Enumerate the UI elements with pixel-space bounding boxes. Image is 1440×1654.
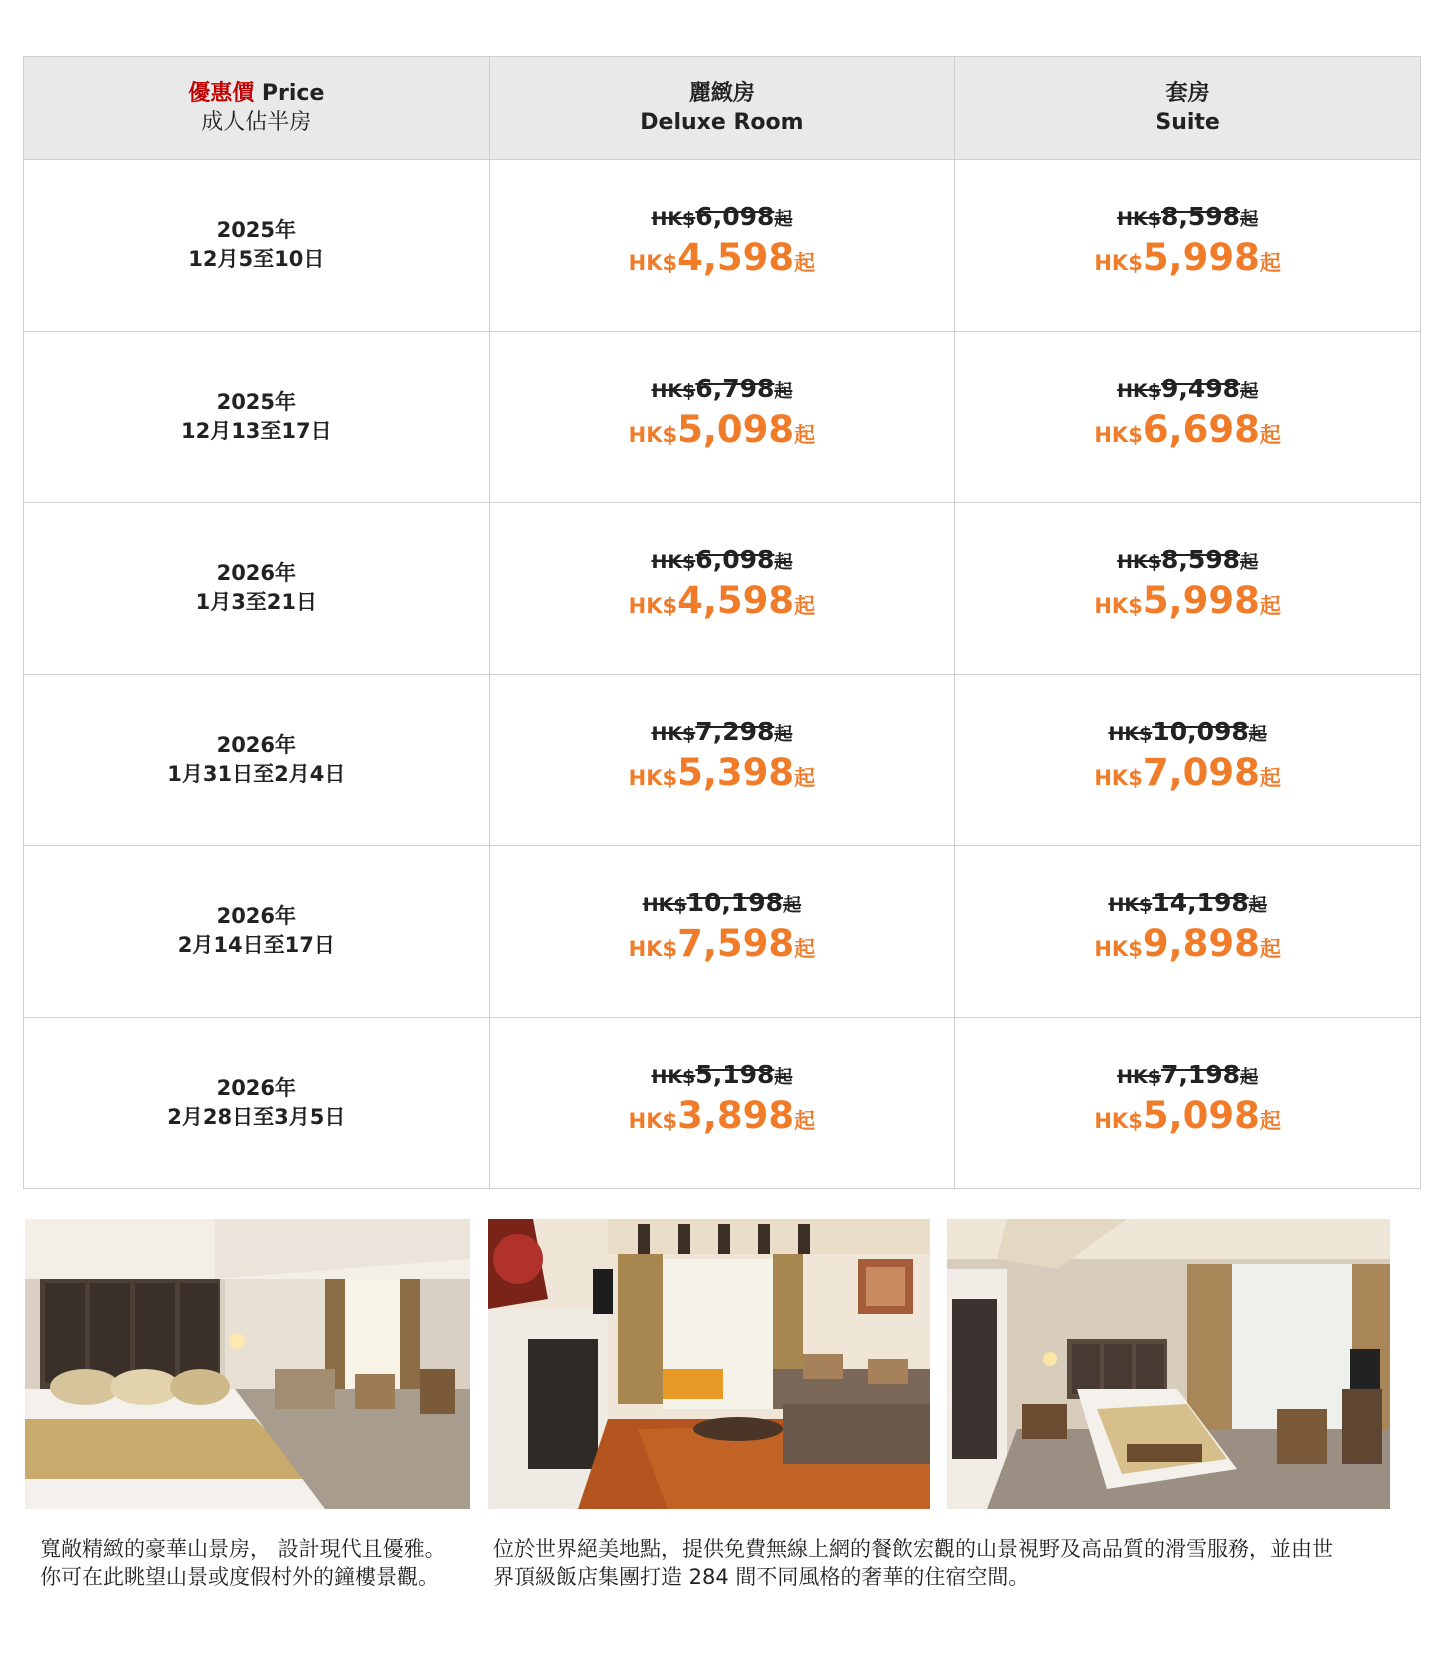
currency-label: HK$: [651, 722, 696, 745]
suite-price-cell: [955, 1017, 1421, 1189]
header-deluxe-zh: 麗緻房: [688, 81, 755, 106]
header-price-label: Price: [261, 81, 325, 106]
header-price-sub: 成人佔半房: [201, 110, 312, 135]
price-suffix: 起: [1240, 380, 1259, 402]
table-body: [24, 160, 1421, 1189]
suite-price-cell: [955, 503, 1421, 675]
currency-label: HK$: [1094, 251, 1143, 276]
header-price-accent: 優惠價: [188, 81, 255, 106]
resort-description: 位於世界絕美地點，提供免費無線上網的餐飲宏觀的山景視野及高品質的滑雪服務，並由世界頂級飯店集團打造 284 間不同風格的奢華的住宿空間。: [493, 1537, 1333, 1589]
date-cell: [24, 846, 490, 1018]
price-value: 3,898: [677, 1093, 795, 1137]
price-value: 4,598: [677, 236, 795, 280]
price-value: 7,598: [677, 922, 795, 966]
original-price: [955, 545, 1420, 578]
price-value: 5,198: [695, 1059, 775, 1089]
currency-label: HK$: [628, 765, 678, 790]
date-cell: [24, 674, 490, 846]
currency-label: HK$: [1094, 765, 1143, 790]
price-suffix: 起: [774, 1066, 793, 1088]
price-table: [23, 56, 1421, 1189]
currency-label: HK$: [1108, 894, 1153, 917]
table-row: [24, 846, 1421, 1018]
suite-bedroom-photo: [947, 1219, 1390, 1509]
currency-label: HK$: [1094, 937, 1143, 962]
price-suffix: 起: [794, 422, 816, 447]
discount-price: [490, 407, 955, 460]
original-price: [955, 1060, 1420, 1093]
discount-price: [955, 921, 1420, 974]
original-price: [490, 1060, 955, 1093]
price-suffix: 起: [774, 380, 793, 402]
suite-price-cell: [955, 331, 1421, 503]
date-range: 2月28日至3月5日: [167, 1104, 346, 1129]
suite-price-cell: [955, 160, 1421, 332]
price-suffix: 起: [774, 723, 793, 745]
date-cell: [24, 160, 490, 332]
currency-label: HK$: [651, 551, 696, 574]
table-row: [24, 1017, 1421, 1189]
price-value: 7,298: [695, 716, 775, 746]
header-suite: [955, 57, 1421, 160]
currency-label: HK$: [1117, 208, 1161, 231]
price-value: 14,198: [1152, 888, 1249, 918]
discount-price: [955, 235, 1420, 288]
price-value: 6,798: [695, 373, 775, 403]
date-cell: [24, 1017, 490, 1189]
table-row: [24, 331, 1421, 503]
header-suite-en: Suite: [1155, 110, 1220, 135]
date-range: 12月5至10日: [188, 247, 325, 272]
price-value: 8,598: [1161, 545, 1241, 575]
price-suffix: 起: [1240, 552, 1259, 574]
currency-label: HK$: [1094, 422, 1143, 447]
deluxe-price-cell: [489, 846, 955, 1018]
deluxe-price-cell: [489, 674, 955, 846]
price-suffix: 起: [1259, 594, 1281, 619]
original-price: [490, 545, 955, 578]
price-value: 8,598: [1161, 202, 1241, 232]
discount-price: [955, 750, 1420, 803]
header-price-title: [188, 81, 324, 106]
deluxe-price-cell: [489, 503, 955, 675]
price-suffix: 起: [774, 209, 793, 231]
price-value: 5,098: [677, 407, 795, 451]
price-suffix: 起: [783, 895, 802, 917]
price-suffix: 起: [774, 552, 793, 574]
price-suffix: 起: [794, 937, 816, 962]
currency-label: HK$: [651, 208, 696, 231]
price-suffix: 起: [1259, 251, 1281, 276]
original-price: [490, 888, 955, 921]
date-cell: [24, 503, 490, 675]
price-value: 5,098: [1142, 1093, 1260, 1137]
price-value: 5,998: [1142, 236, 1260, 280]
date-cell: [24, 331, 490, 503]
original-price: [490, 374, 955, 407]
price-suffix: 起: [794, 251, 816, 276]
discount-price: [490, 1093, 955, 1146]
currency-label: HK$: [628, 1108, 678, 1133]
currency-label: HK$: [1117, 379, 1161, 402]
header-deluxe-en: Deluxe Room: [640, 110, 804, 135]
price-value: 4,598: [677, 579, 795, 623]
date-range: 2月14日至17日: [177, 933, 335, 958]
date-year: 2026年: [216, 732, 297, 757]
date-range: 12月13至17日: [180, 418, 332, 443]
original-price: [955, 202, 1420, 235]
header-deluxe: [489, 57, 955, 160]
table-row: [24, 674, 1421, 846]
price-value: 5,998: [1142, 579, 1260, 623]
discount-price: [955, 407, 1420, 460]
currency-label: HK$: [1117, 1065, 1161, 1088]
currency-label: HK$: [651, 1065, 696, 1088]
currency-label: HK$: [642, 894, 687, 917]
original-price: [490, 202, 955, 235]
date-range: 1月31日至2月4日: [167, 761, 346, 786]
price-suffix: 起: [1259, 422, 1281, 447]
date-year: 2026年: [216, 904, 297, 929]
price-value: 7,198: [1161, 1059, 1241, 1089]
deluxe-room-description: 寬敞精緻的豪華山景房， 設計現代且優雅。 你可在此眺望山景或度假村外的鐘樓景觀。: [40, 1537, 446, 1589]
price-suffix: 起: [1248, 895, 1267, 917]
header-suite-zh: 套房: [1165, 81, 1210, 106]
price-suffix: 起: [794, 765, 816, 790]
suite-price-cell: [955, 846, 1421, 1018]
price-suffix: 起: [794, 594, 816, 619]
date-range: 1月3至21日: [195, 590, 318, 615]
price-suffix: 起: [1259, 937, 1281, 962]
currency-label: HK$: [1117, 551, 1161, 574]
table-row: [24, 160, 1421, 332]
price-value: 10,198: [686, 888, 784, 918]
date-year: 2026年: [216, 561, 297, 586]
currency-label: HK$: [1094, 594, 1143, 619]
price-value: 9,898: [1142, 922, 1260, 966]
currency-label: HK$: [628, 594, 678, 619]
price-value: 6,098: [695, 202, 775, 232]
price-value: 10,098: [1152, 716, 1249, 746]
discount-price: [490, 235, 955, 288]
currency-label: HK$: [1094, 1108, 1143, 1133]
discount-price: [955, 1093, 1420, 1146]
deluxe-room-photo: [25, 1219, 470, 1509]
living-room-photo: [488, 1219, 930, 1509]
header-price: [24, 57, 490, 160]
currency-label: HK$: [628, 251, 678, 276]
price-suffix: 起: [1240, 1066, 1259, 1088]
discount-price: [490, 578, 955, 631]
original-price: [955, 374, 1420, 407]
table-row: [24, 503, 1421, 675]
price-suffix: 起: [794, 1108, 816, 1133]
price-value: 5,398: [677, 750, 795, 794]
deluxe-price-cell: [489, 1017, 955, 1189]
original-price: [490, 717, 955, 750]
price-value: 6,698: [1142, 407, 1260, 451]
currency-label: HK$: [628, 937, 678, 962]
table-header-row: [24, 57, 1421, 160]
price-value: 6,098: [695, 545, 775, 575]
currency-label: HK$: [628, 422, 678, 447]
discount-price: [490, 921, 955, 974]
deluxe-price-cell: [489, 160, 955, 332]
date-year: 2025年: [216, 389, 297, 414]
discount-price: [490, 750, 955, 803]
suite-price-cell: [955, 674, 1421, 846]
price-value: 9,498: [1161, 373, 1241, 403]
price-suffix: 起: [1240, 209, 1259, 231]
price-suffix: 起: [1259, 1108, 1281, 1133]
date-year: 2025年: [216, 218, 297, 243]
currency-label: HK$: [651, 379, 696, 402]
date-year: 2026年: [216, 1075, 297, 1100]
deluxe-price-cell: [489, 331, 955, 503]
price-suffix: 起: [1248, 723, 1267, 745]
original-price: [955, 717, 1420, 750]
price-value: 7,098: [1142, 750, 1260, 794]
price-suffix: 起: [1259, 765, 1281, 790]
original-price: [955, 888, 1420, 921]
currency-label: HK$: [1108, 722, 1153, 745]
discount-price: [955, 578, 1420, 631]
